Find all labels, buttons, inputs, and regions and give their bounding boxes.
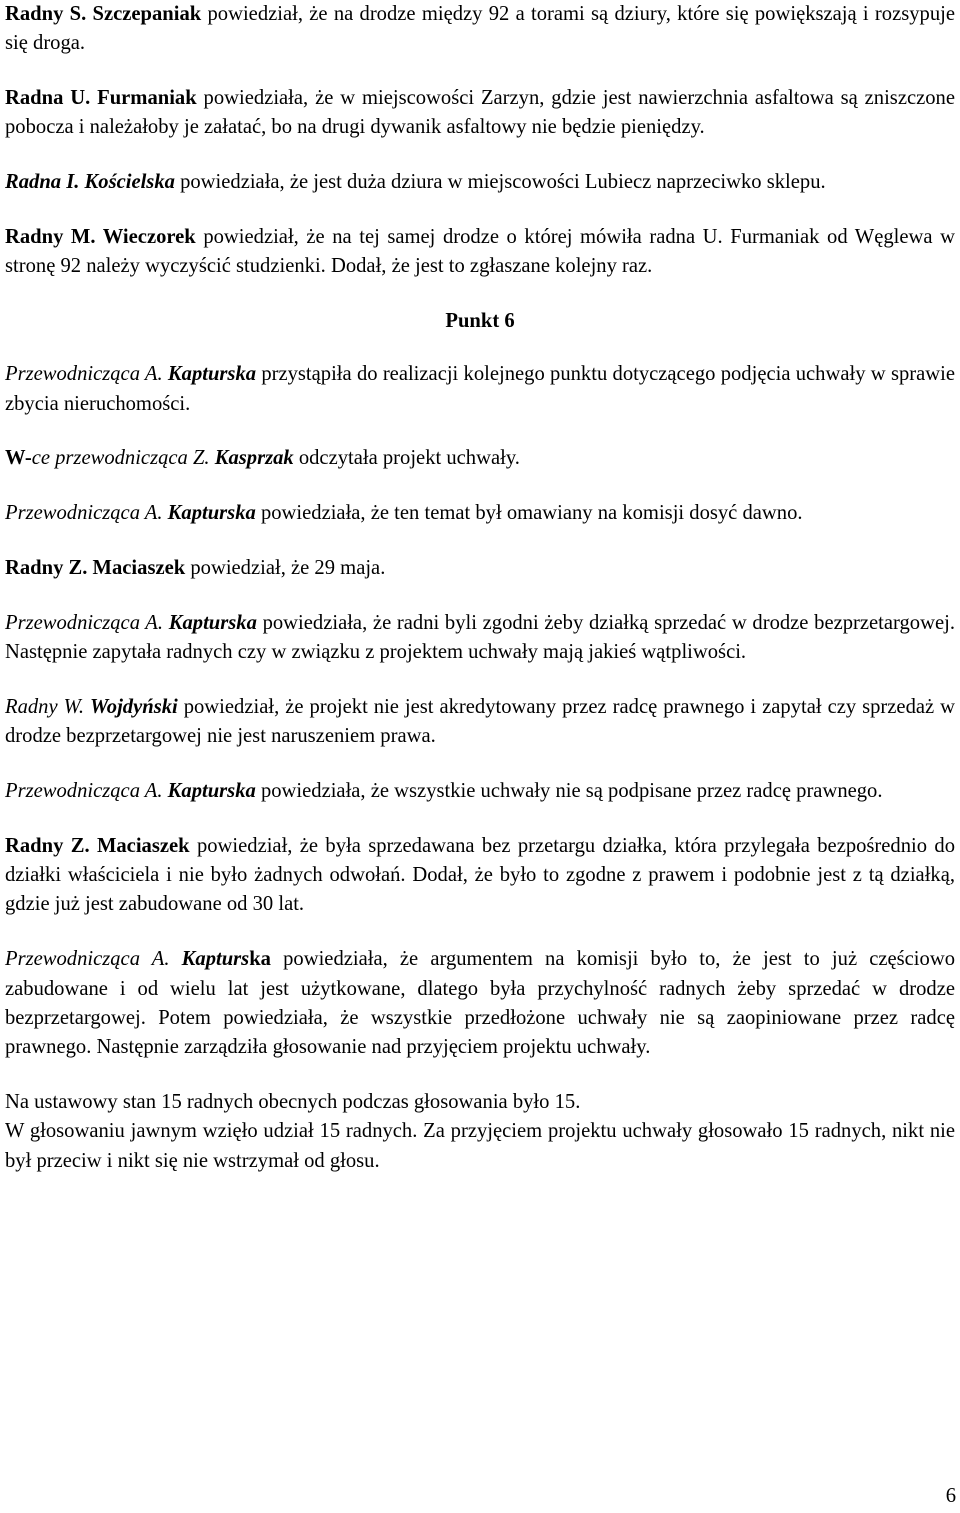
speaker-name: Kapturs: [181, 948, 250, 971]
speaker-name: Radny Z. Maciaszek: [5, 834, 190, 857]
paragraph-text: powiedział, że była sprzedawana bez przetargu działka, która przylegała bezpośrednio do działki właściciela i nie było żadnych odwołań. Dodał, że było to zgodne z prawem i podobnie jest z tą działką, gdzie już jest zabudowane od 30 lat.: [5, 834, 955, 916]
paragraph-text: powiedziała, że wszystkie uchwały nie są podpisane przez radcę prawnego.: [255, 780, 883, 803]
paragraph-text: Na ustawowy stan 15 radnych obecnych podczas głosowania było 15.: [5, 1090, 581, 1113]
speaker-name: Przewodnicząca A.: [5, 502, 163, 525]
speaker-name: ka: [249, 948, 271, 971]
speaker-name: Kasprzak: [214, 447, 294, 470]
paragraph-text: [170, 948, 182, 970]
paragraph: [5, 1088, 955, 1117]
speaker-name: Radny S. Szczepaniak: [5, 3, 202, 25]
paragraph-text: W głosowaniu jawnym wzięło udział 15 radnych. Za przyjęciem projektu uchwały głosowało 15 radnych, nikt nie był przeciw i nikt się nie wstrzymał od głosu.: [5, 1120, 955, 1172]
speaker-name: Radny W.: [5, 695, 85, 718]
speaker-name: Kapturska: [167, 780, 256, 803]
paragraph-text: powiedziała, że jest duża dziura w miejscowości Lubiecz naprzeciwko sklepu.: [174, 171, 826, 194]
speaker-name: Przewodnicząca A.: [5, 780, 163, 803]
speaker-name: Radna I. Kościelska: [5, 171, 175, 194]
document-body: [5, 0, 955, 1201]
speaker-name: Przewodnicząca A.: [5, 363, 163, 386]
speaker-name: Kapturska: [167, 363, 257, 386]
paragraph: [5, 444, 955, 473]
speaker-name: Kapturska: [167, 502, 256, 525]
paragraph-text: odczytała projekt uchwały.: [293, 447, 520, 470]
paragraph-text: powiedziała, że radni byli zgodni żeby działką sprzedać w drodze bezprzetargowej. Następnie zapytała radnych czy w związku z projektem uchwały mają jakieś wątpliwości.: [5, 611, 955, 664]
paragraph: [5, 223, 955, 282]
paragraph-text: powiedziała, że ten temat był omawiany na komisji dosyć dawno.: [255, 502, 803, 525]
paragraph-text: powiedział, że projekt nie jest akredytowany przez radcę prawnego i zapytał czy sprzedaż w drodze bezprzetargowej nie jest naruszeniem prawa.: [5, 695, 956, 748]
paragraph-text: powiedziała, że w miejscowości Zarzyn, gdzie jest nawierzchnia asfaltowa są zniszczone pobocza i należałoby je załatać, bo na drugi dywanik asfaltowy nie będzie pieniędzy.: [5, 87, 955, 139]
paragraph-text: powiedział, że na drodze między 92 a torami są dziury, które się powiększają i rozsypuje się droga.: [5, 3, 955, 55]
speaker-name: Radny M. Wieczorek: [5, 225, 196, 248]
paragraph: [5, 0, 955, 59]
section-heading: Punkt 6: [445, 310, 515, 333]
paragraph: [5, 554, 955, 583]
paragraph: [5, 832, 955, 920]
paragraph: [5, 168, 955, 197]
speaker-name: Wojdyński: [90, 695, 178, 718]
paragraph: [5, 1117, 955, 1176]
paragraph: [5, 499, 955, 528]
speaker-name: ce przewodnicząca Z.: [31, 447, 215, 470]
paragraph: [5, 360, 955, 419]
speaker-name: Kapturska: [168, 611, 257, 634]
speaker-name: Radny Z. Maciaszek: [5, 557, 186, 580]
speaker-name: Przewodnicząca A.: [5, 948, 170, 971]
paragraph: [5, 84, 955, 143]
paragraph-text: powiedziała, że argumentem na komisji było to, że jest to już częściowo zabudowane i od wielu lat jest użytkowane, dlatego była przychylność radnych żeby sprzedać w drodze bezprzetargowej. Potem powiedziała, że wszystkie przedłożone uchwały nie są zaopiniowane przez radcę prawnego. Następnie zarządziła głosowanie nad przyjęciem projektu uchwały.: [5, 948, 955, 1059]
paragraph: [5, 945, 955, 1062]
paragraph-text: powiedział, że 29 maja.: [185, 557, 386, 580]
paragraph: [5, 609, 955, 668]
speaker-name: W-: [5, 447, 32, 470]
page-number: 6: [945, 1485, 956, 1507]
speaker-name: Przewodnicząca A.: [5, 611, 164, 634]
paragraph-text: powiedział, że na tej samej drodze o której mówiła radna U. Furmaniak od Węglewa w stronę 92 należy wyczyścić studzienki. Dodał, że jest to zgłaszane kolejny raz.: [5, 225, 955, 278]
speaker-name: Radna U. Furmaniak: [5, 87, 197, 110]
paragraph: [5, 693, 955, 752]
paragraph-text: przystąpiła do realizacji kolejnego punktu dotyczącego podjęcia uchwały w sprawie zbycia nieruchomości.: [5, 363, 955, 415]
paragraph: [5, 777, 955, 806]
